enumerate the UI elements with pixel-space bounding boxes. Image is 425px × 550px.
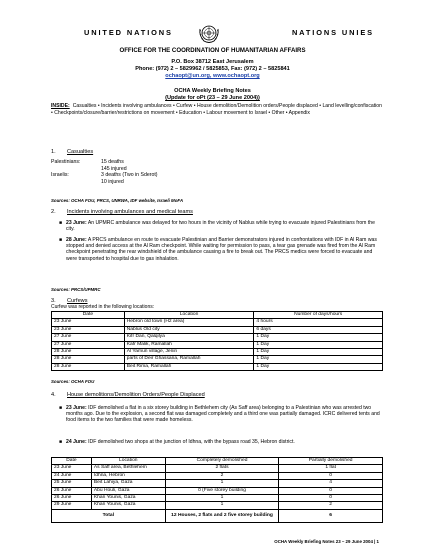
curfews-intro: Curfew was reported in the following locations: xyxy=(51,304,155,310)
section-heading-demolitions xyxy=(51,392,205,398)
cell-complete: 2 flats xyxy=(165,465,279,472)
cell-location: Hebron old town (H2 area) xyxy=(124,319,254,326)
cell-date: 24 June xyxy=(52,472,92,479)
table-row xyxy=(52,465,383,472)
cell-date: 23 June xyxy=(52,465,92,472)
cell-duration: 1 Day xyxy=(254,348,383,355)
postal-address: P.O. Box 38712 East Jerusalem xyxy=(171,59,254,65)
bullet-icon: ■ xyxy=(59,405,63,411)
cell-date: 25 June xyxy=(52,480,92,487)
cell-complete: 1 xyxy=(165,494,279,501)
cell-date: 27 June xyxy=(52,341,125,348)
inside-text: Casualties • Incidents involving ambulances • Curfew • House demolition/Demolition orders/People displaced • Land levelling/confiscation • Checkpoints/closure/barrier/restrictions on movement • Education • Labour movement to Israel • Other • Appendix xyxy=(51,103,382,116)
column-header: Location xyxy=(91,458,165,465)
org-name-en: UNITED NATIONS xyxy=(84,28,173,37)
casualty-pal-deaths: 15 deaths xyxy=(101,159,124,165)
contents-summary xyxy=(51,103,383,117)
table-row xyxy=(52,326,383,333)
section-number: 3. xyxy=(51,298,56,304)
section-title: House demolitions/Demolition Orders/People Displaced xyxy=(67,392,205,398)
cell-date: 29 June xyxy=(52,502,92,509)
total-complete: 12 Houses, 2 flats and 2 five storey building xyxy=(165,509,279,522)
curfew-table xyxy=(51,311,383,371)
ambulance-incident-1 xyxy=(59,220,381,233)
table-header-row xyxy=(52,312,383,319)
cell-partial: 1 flat xyxy=(279,465,383,472)
cell-date: 26 June xyxy=(52,494,92,501)
table-row xyxy=(52,487,383,494)
incident-text: A PRCS ambulance en route to evacuate Palestinian and Barrier demonstrators injured in confrontations with IDF in Al Ram was stopped and denied access at the Al Ram checkpoint. While waiting for permission to pass, a tear gas grenade was fired from the Al Ram checkpoint penetrating the rear windshield of the ambulance causing a fire to break out. The PRCS medics were forced to evacuate and were transported to hospital due to gas inhalation. xyxy=(66,237,377,262)
incident-date: 23 June: xyxy=(66,220,87,226)
table-row xyxy=(52,502,383,509)
inside-label: INSIDE: xyxy=(51,103,70,109)
organization-header xyxy=(84,28,374,42)
cell-duration: 1 Day xyxy=(254,363,383,370)
column-header: Date xyxy=(52,312,125,319)
demolition-item-1 xyxy=(59,405,381,431)
section-number: 2. xyxy=(51,209,56,215)
incident-text: An UPMRC ambulance was delayed for two hours in the vicinity of Nablus while trying to evacuate injured Palestinians from the city. xyxy=(66,220,375,233)
curfews-source: Sources: OCHA FOU xyxy=(51,379,95,384)
cell-partial: 2 xyxy=(279,502,383,509)
casualty-label-israelis: Israelis: xyxy=(51,172,69,178)
page-footer: OCHA Weekly Briefing Notes 23 – 29 June 2004 | 1 xyxy=(274,539,379,544)
cell-partial: 0 xyxy=(279,487,383,494)
cell-date: 23 June xyxy=(52,319,125,326)
table-row xyxy=(52,494,383,501)
demolition-text: IDF demolished two shops at the junction of Idhna, with the bypass road 35, Hebron district. xyxy=(88,439,295,445)
cell-location: Al Yamun village, Jenin xyxy=(124,348,254,355)
cell-location: Nablus Old city xyxy=(124,326,254,333)
demolition-text: IDF demolished a flat in a six storey building in Bethlehem city (As Saff area) belonging to a Palestinian who was arrested two months ago. Due to the explosion, a second flat was damaged completely and a third one was partially damaged. ICRC delivered tents and food items to the two families that were made homeless. xyxy=(66,405,380,424)
table-row xyxy=(52,319,383,326)
phone-fax: Phone: (972) 2 – 5829962 / 5825853, Fax: (972) 2 – 5825841 xyxy=(135,66,290,72)
contact-links[interactable]: ochaopt@un.org, www.ochaopt.org xyxy=(165,73,260,79)
cell-complete: 1 xyxy=(165,502,279,509)
cell-location: Khan Younis, Gaza xyxy=(91,502,165,509)
cell-location: parts of Deir Ghassana, Ramallah xyxy=(124,356,254,363)
casualties-source: Sources: OCHA FOU, PRCS, UNRWA, IDF website, Israeli MoFA xyxy=(51,198,183,203)
total-label: Total xyxy=(52,509,166,522)
table-row xyxy=(52,334,383,341)
cell-complete: 2 xyxy=(165,472,279,479)
table-row xyxy=(52,363,383,370)
ambulances-source: Sources: PRCS/UPMRC xyxy=(51,287,101,292)
section-heading-ambulances xyxy=(51,209,193,215)
cell-location: Idhna, Hebron xyxy=(91,472,165,479)
bullet-icon: ■ xyxy=(59,439,63,445)
cell-date: 28 June xyxy=(52,363,125,370)
cell-date: 27 June xyxy=(52,334,125,341)
cell-location: Beit Rima, Ramallah xyxy=(124,363,254,370)
cell-date: 28 June xyxy=(52,356,125,363)
section-title: Incidents involving ambulances and medical teams xyxy=(67,209,193,215)
column-header: Partially demolished xyxy=(279,458,383,465)
demolition-table xyxy=(51,457,383,523)
cell-duration: 1 Day xyxy=(254,334,383,341)
ambulance-incident-2 xyxy=(59,237,381,269)
column-header: Number of days/hours xyxy=(254,312,383,319)
cell-date: 23 June xyxy=(52,326,125,333)
table-header-row xyxy=(52,458,383,465)
cell-complete: 1 xyxy=(165,480,279,487)
table-row xyxy=(52,356,383,363)
bullet-icon: ■ xyxy=(59,220,63,226)
column-header: Location xyxy=(124,312,254,319)
cell-duration: 6 days xyxy=(254,326,383,333)
cell-duration: 1 Day xyxy=(254,341,383,348)
table-total-row xyxy=(52,509,383,522)
office-name: OFFICE FOR THE COORDINATION OF HUMANITARIAN AFFAIRS xyxy=(119,47,306,54)
casualty-isr-deaths: 3 deaths (Two in Sderot) xyxy=(101,172,158,178)
cell-location: Kifr Dan, Qalqilya xyxy=(124,334,254,341)
casualty-label-palestinians: Palestinians: xyxy=(51,159,81,165)
incident-date: 28 June: xyxy=(66,237,87,243)
cell-partial: 0 xyxy=(279,472,383,479)
section-number: 1. xyxy=(51,149,56,155)
demolition-date: 24 June: xyxy=(66,439,87,445)
table-row xyxy=(52,480,383,487)
bullet-icon: ■ xyxy=(59,237,63,243)
section-title: Casualties xyxy=(67,149,94,155)
demolition-date: 23 June: xyxy=(66,405,87,411)
cell-date: 28 June xyxy=(52,348,125,355)
cell-complete: 0 (Five storey building xyxy=(165,487,279,494)
table-row xyxy=(52,472,383,479)
table-row xyxy=(52,348,383,355)
section-number: 4. xyxy=(51,392,56,398)
casualty-isr-injured: 10 injured xyxy=(101,178,124,185)
cell-duration: 4 hours xyxy=(254,319,383,326)
un-emblem-icon xyxy=(196,21,222,47)
report-title: OCHA Weekly Briefing Notes xyxy=(174,88,251,94)
org-name-fr: NATIONS UNIES xyxy=(291,28,374,37)
cell-partial: 0 xyxy=(279,494,383,501)
cell-date: 26 June xyxy=(52,487,92,494)
cell-location: Beit Lahiya, Gaza xyxy=(91,480,165,487)
cell-location: Khan Younis, Gaza xyxy=(91,494,165,501)
cell-location: Abu Houli, Gaza xyxy=(91,487,165,494)
report-subtitle: (Update for oPt (23 – 29 June 2004)) xyxy=(165,95,260,101)
section-title: Curfews xyxy=(67,298,88,304)
cell-location: Kafr Malik, Ramallah xyxy=(124,341,254,348)
total-partial: 6 xyxy=(279,509,383,522)
casualty-pal-injured: 145 injured xyxy=(101,165,127,172)
column-header: Completely demolished xyxy=(165,458,279,465)
cell-duration: 1 Day xyxy=(254,356,383,363)
table-row xyxy=(52,341,383,348)
section-heading-casualties xyxy=(51,149,93,155)
cell-location: As Saff area, Bethlehem xyxy=(91,465,165,472)
column-header: Date xyxy=(52,458,92,465)
demolition-item-2 xyxy=(59,439,381,452)
cell-partial: 4 xyxy=(279,480,383,487)
